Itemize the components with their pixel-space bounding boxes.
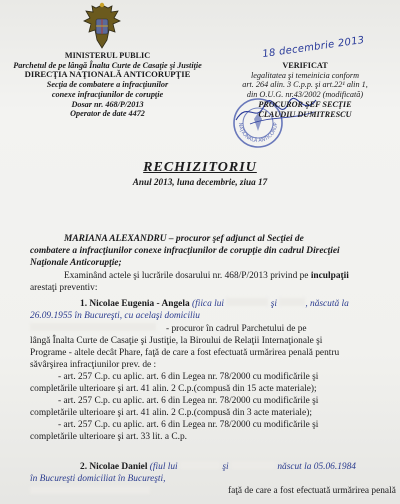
section-name-line-2: conexe infracţiunilor de corupţie bbox=[51, 89, 164, 99]
verification-block bbox=[210, 51, 400, 119]
prosecutor-intro-line-2: combatere a infracţiunilor conexe infracţiunilor de corupţie din cadrul Direcţiei bbox=[30, 246, 340, 256]
verified-label: VERIFICAT bbox=[282, 61, 328, 70]
legality-line-2: art. 264 alin. 3 C.p.p. şi art.22¹ alin 1, bbox=[242, 80, 368, 90]
handwritten-date: 18 decembrie 2013 bbox=[261, 34, 366, 61]
defendant-1-line-6: săvârşirea infracţiunilor prev. de : bbox=[30, 360, 157, 370]
charge-2-line-2: completările ulterioare şi art. 41 alin. 2 C.p.(compusă din 3 acte materiale); bbox=[30, 408, 312, 418]
document-title: RECHIZITORIU bbox=[143, 160, 257, 175]
charge-1-line-2: completările ulterioare şi art. 41 alin. 2 C.p.(compusă din 15 acte materiale); bbox=[30, 384, 317, 394]
redacted-text bbox=[180, 461, 220, 469]
examination-text: Examinând actele şi lucrările dosarului nr. 468/P/2013 privind pe bbox=[64, 271, 311, 281]
redacted-text bbox=[226, 298, 268, 306]
defendant-1-parent-label: (fiica lui bbox=[189, 299, 225, 309]
redacted-text bbox=[279, 298, 305, 306]
charge-3-line-2: completările ulterioare şi art. 33 lit. a C.p. bbox=[30, 432, 187, 442]
legality-line-3: din O.U.G. nr.43/2002 (modificată) bbox=[246, 90, 364, 100]
issuer-header bbox=[0, 51, 215, 119]
defendant-1-line-5: Programe - altele decât Phare, faţă de care a fost efectuată urmărirea penală pentru bbox=[30, 348, 340, 358]
defendant-2-parent-label: (fiul lui bbox=[147, 462, 178, 472]
defendant-2-address-line: în Bucureşti domiciliat în Bucureşti, bbox=[30, 474, 166, 484]
examination-line-2: arestaţi preventiv: bbox=[30, 283, 98, 293]
charge-3-line-1: - art. 257 C.p. cu aplic. art. 6 din Legea nr. 78/2000 cu modificările şi bbox=[58, 420, 319, 430]
defendant-2-number: 2. bbox=[80, 462, 88, 472]
prosecutor-name-intro: MARIANA ALEXANDRU bbox=[64, 234, 167, 244]
ministry-name: MINISTERUL PUBLIC bbox=[64, 51, 151, 60]
defendant-2-prosecution-line: faţă de care a fost efectuată urmărirea penală bbox=[228, 486, 396, 496]
defendant-1-occupation-line: - procuror în cadrul Parchetului de pe bbox=[166, 324, 307, 334]
defendant-2-header bbox=[80, 461, 356, 473]
defendant-1-and: şi bbox=[270, 299, 277, 309]
prosecutor-name: CLAUDIU DUMITRESCU bbox=[258, 109, 352, 119]
defendant-1-line-4: lângă Înalta Curte de Casaţie şi Justiţie, la Biroului de Relaţii Internaţionale şi bbox=[30, 336, 323, 346]
prosecutor-title: PROCUROR ŞEF SECŢIE bbox=[258, 99, 352, 109]
defendant-1-number: 1. bbox=[80, 299, 88, 309]
legality-line-1: legalitatea şi temeinicia conform bbox=[250, 70, 359, 80]
prosecutor-intro-line-1 bbox=[64, 233, 304, 245]
svg-text:NAŢIONALĂ ANTICORUPŢIE: NAŢIONALĂ ANTICORUP bbox=[236, 122, 280, 145]
section-name-line-1: Secţia de combatere a infracţiunilor bbox=[46, 80, 169, 90]
prosecutor-intro-line-3: Naţionale Anticorupţie; bbox=[30, 258, 122, 268]
document-title-block bbox=[0, 160, 400, 187]
directorate-name: DIRECŢIA NAŢIONALĂ ANTICORUPŢIE bbox=[24, 69, 191, 80]
operator-number: Operator de date 4472 bbox=[70, 109, 145, 119]
defendant-2-and: şi bbox=[222, 462, 229, 472]
examination-line-1 bbox=[64, 270, 349, 282]
defendant-1-birth-line: 26.09.1955 în Bucureşti, cu acelaşi domiciliu bbox=[30, 311, 200, 321]
defendant-1-header bbox=[80, 298, 349, 310]
document-date-line: Anul 2013, luna decembrie, ziua 17 bbox=[132, 177, 268, 187]
redacted-text bbox=[231, 461, 275, 469]
defendants-word: inculpaţii bbox=[310, 271, 349, 281]
redacted-address bbox=[30, 481, 150, 489]
defendant-1-born: , născută la bbox=[305, 299, 349, 309]
romania-coat-of-arms-logo bbox=[81, 2, 123, 54]
file-number: Dosar nr. 468/P/2013 bbox=[71, 99, 144, 109]
charge-2-line-1: - art. 257 C.p. cu aplic. art. 6 din Legea nr. 78/2000 cu modificările şi bbox=[58, 396, 319, 406]
prosecutor-role: – procuror şef adjunct al Secţiei de bbox=[166, 234, 304, 244]
parchet-name: Parchetul de pe lângă Înalta Curte de Casaţie şi Justiţie bbox=[13, 60, 202, 70]
defendant-2-born: născut la 05.06.1984 bbox=[277, 462, 356, 472]
defendant-1-name: Nicolae Eugenia - Angela bbox=[89, 299, 190, 309]
charge-1-line-1: - art. 257 C.p. cu aplic. art. 6 din Legea nr. 78/2000 cu modificările şi bbox=[58, 372, 319, 382]
defendant-2-name: Nicolae Daniel bbox=[89, 462, 148, 472]
redacted-address bbox=[30, 318, 156, 326]
